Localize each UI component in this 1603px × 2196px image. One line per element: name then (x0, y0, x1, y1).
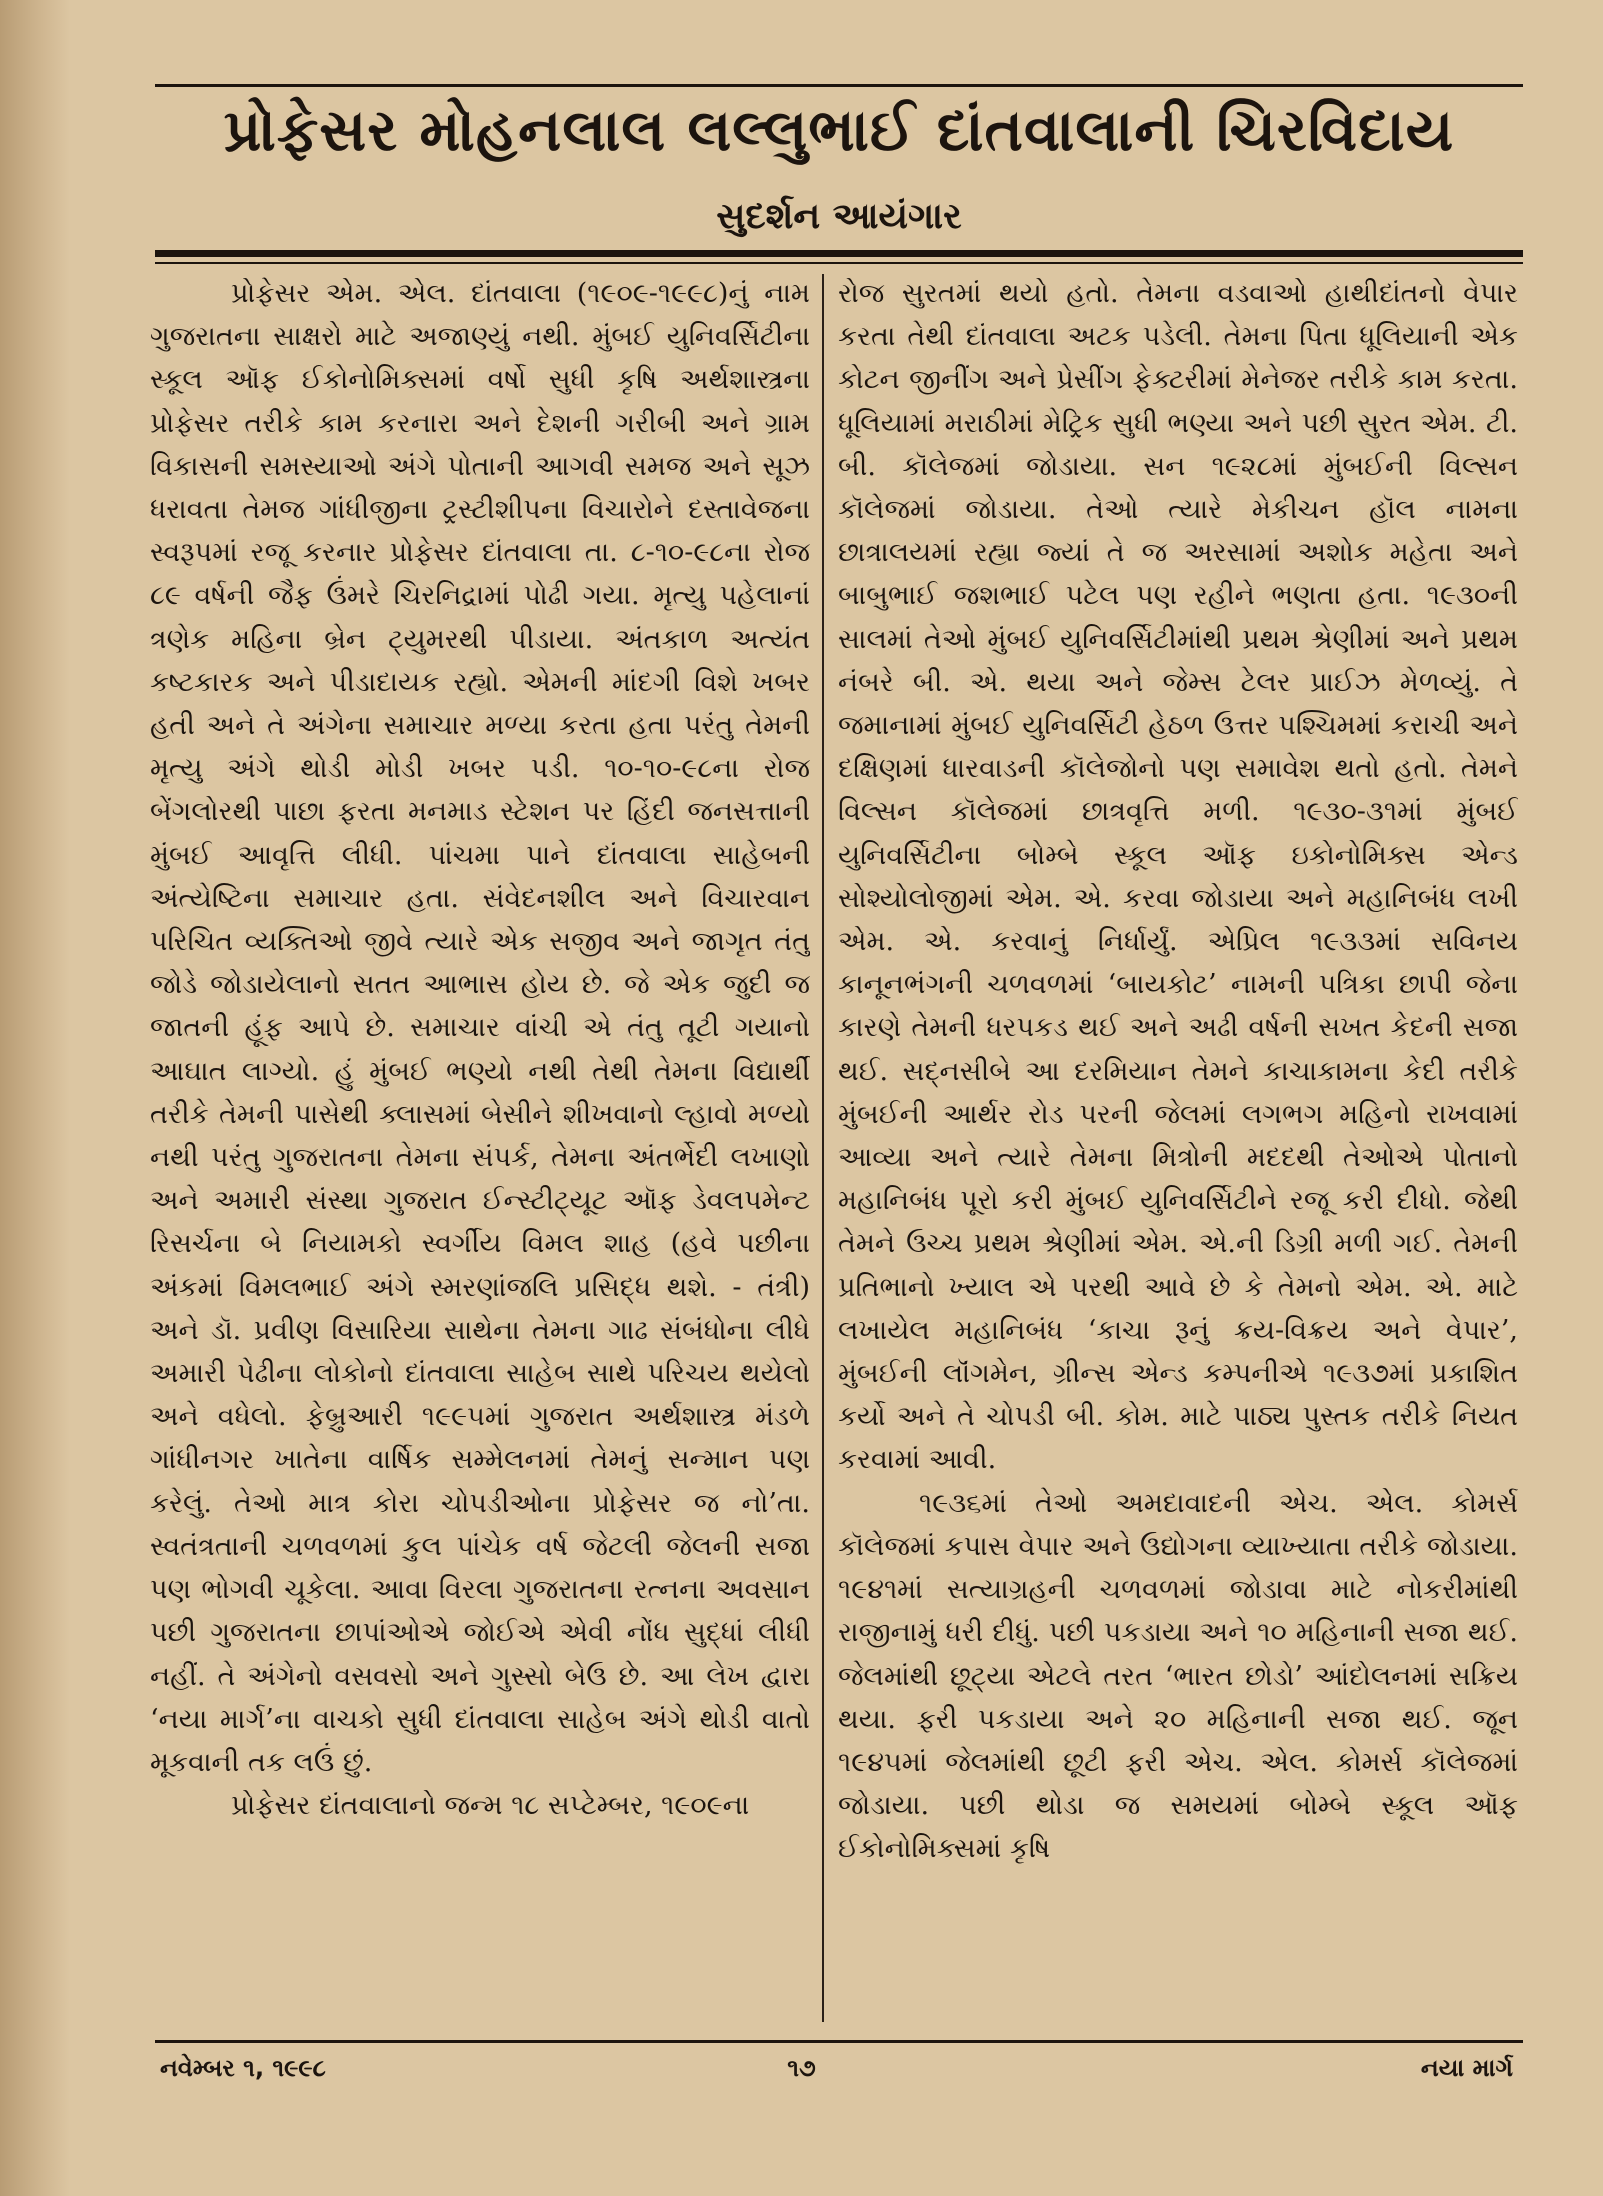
article-title: પ્રોફેસર મોહનલાલ લલ્લુભાઈ દાંતવાલાની ચિરવિદાય (223, 96, 1455, 164)
torn-paper-edge (0, 0, 70, 2196)
column-divider (822, 274, 824, 2022)
top-rule (155, 84, 1523, 87)
right-column (838, 272, 1518, 2027)
left-paragraph-1: પ્રોફેસર એમ. એલ. દાંતવાલા (૧૯૦૯-૧૯૯૮)નું નામ ગુજરાતના સાક્ષરો માટે અજાણ્યું નથી. મુંબઈ યુનિવર્સિટીના સ્કૂલ ઑફ ઈકોનોમિક્સમાં વર્ષો સુધી કૃષિ અર્થશાસ્ત્રના પ્રોફેસર તરીકે કામ કરનારા અને દેશની ગરીબી અને ગ્રામ વિકાસની સમસ્યાઓ અંગે પોતાની આગવી સમજ અને સૂઝ ધરાવતા તેમજ ગાંધીજીના ટ્રસ્ટીશીપના વિચારોને દસ્તાવેજના સ્વરૂપમાં રજૂ કરનાર પ્રોફેસર દાંતવાલા તા. ૮-૧૦-૯૮ના રોજ ૮૯ વર્ષની જૈફ ઉંમરે ચિરનિદ્રામાં પોઢી ગયા. મૃત્યુ પહેલાનાં ત્રણેક મહિના બ્રેન ટ્યુમરથી પીડાયા. અંતકાળ અત્યંત કષ્ટકારક અને પીડાદાયક રહ્યો. એમની માંદગી વિશે ખબર હતી અને તે અંગેના સમાચાર મળ્યા કરતા હતા પરંતુ તેમની મૃત્યુ અંગે થોડી મોડી ખબર પડી. ૧૦-૧૦-૯૮ના રોજ બેંગલોરથી પાછા ફરતા મનમાડ સ્ટેશન પર હિંદી જનસત્તાની મુંબઈ આવૃત્તિ લીધી. પાંચમા પાને દાંતવાલા સાહેબની અંત્યેષ્ટિના સમાચાર હતા. સંવેદનશીલ અને વિચારવાન પરિચિત વ્યક્તિઓ જીવે ત્યારે એક સજીવ અને જાગૃત તંતુ જોડે જોડાયેલાનો સતત આભાસ હોય છે. જે એક જુદી જ જાતની હૂંફ આપે છે. સમાચાર વાંચી એ તંતુ તૂટી ગયાનો આઘાત લાગ્યો. હું મુંબઈ ભણ્યો નથી તેથી તેમના વિદ્યાર્થી તરીકે તેમની પાસેથી ક્લાસમાં બેસીને શીખવાનો લ્હાવો મળ્યો નથી પરંતુ ગુજરાતના તેમના સંપર્ક, તેમના અંતર્ભેદી લખાણો અને અમારી સંસ્થા ગુજરાત ઈન્સ્ટીટ્યૂટ ઑફ ડેવલપમેન્ટ રિસર્ચના બે નિયામકો સ્વર્ગીય વિમલ શાહ (હવે પછીના અંકમાં વિમલભાઈ અંગે સ્મરણાંજલિ પ્રસિદ્ધ થશે. - તંત્રી) અને ડૉ. પ્રવીણ વિસારિયા સાથેના તેમના ગાઢ સંબંધોના લીધે અમારી પેઢીના લોકોનો દાંતવાલા સાહેબ સાથે પરિચય થયેલો અને વધેલો. ફેબ્રુઆરી ૧૯૯૫માં ગુજરાત અર્થશાસ્ત્ર મંડળે ગાંધીનગર ખાતેના વાર્ષિક સમ્મેલનમાં તેમનું સન્માન પણ કરેલું. તેઓ માત્ર કોરા ચોપડીઓના પ્રોફેસર જ નો’તા. સ્વતંત્રતાની ચળવળમાં કુલ પાંચેક વર્ષ જેટલી જેલની સજા પણ ભોગવી ચૂકેલા. આવા વિરલા ગુજરાતના રત્નના અવસાન પછી ગુજરાતના છાપાંઓએ જોઈએ એવી નોંધ સુદ્ધાં લીધી નહીં. તે અંગેનો વસવસો અને ગુસ્સો બેઉ છે. આ લેખ દ્વારા ‘નયા માર્ગ’ના વાચકો સુધી દાંતવાલા સાહેબ અંગે થોડી વાતો મૂકવાની તક લઉં છું. (150, 278, 810, 1778)
article-author: સુદર્શન આયંગાર (716, 196, 962, 237)
footer-date: નવેમ્બર ૧, ૧૯૯૮ (160, 2054, 326, 2082)
footer-publication: નયા માર્ગ (1420, 2054, 1513, 2082)
right-paragraph-2: ૧૯૩૬માં તેઓ અમદાવાદની એચ. એલ. કોમર્સ કૉલેજમાં કપાસ વેપાર અને ઉદ્યોગના વ્યાખ્યાતા તરીકે જોડાયા. ૧૯૪૧માં સત્યાગ્રહની ચળવળમાં જોડાવા માટે નોકરીમાંથી રાજીનામું ધરી દીધું. પછી પકડાયા અને ૧૦ મહિનાની સજા થઈ. જેલમાંથી છૂટ્યા એટલે તરત ‘ભારત છોડો’ આંદોલનમાં સક્રિય થયા. ફરી પકડાયા અને ૨૦ મહિનાની સજા થઈ. જૂન ૧૯૪૫માં જેલમાંથી છૂટી ફરી એચ. એલ. કોમર્સ કૉલેજમાં જોડાયા. પછી થોડા જ સમયમાં બોમ્બે સ્કૂલ ઑફ ઈકોનોમિક્સમાં કૃષિ (838, 1487, 1518, 1865)
header-thin-rule (155, 262, 1523, 264)
left-column (150, 272, 810, 2027)
left-paragraph-2: પ્રોફેસર દાંતવાલાનો જન્મ ૧૮ સપ્ટેમ્બર, ૧૯૦૯ના (231, 1790, 750, 1822)
footer-page-number: ૧૭ (787, 2054, 816, 2082)
header-thick-rule (155, 250, 1523, 257)
footer-rule (155, 2040, 1523, 2043)
right-paragraph-1: રોજ સુરતમાં થયો હતો. તેમના વડવાઓ હાથીદાંતનો વેપાર કરતા તેથી દાંતવાલા અટક પડેલી. તેમના પિતા ધૂલિયાની એક કોટન જીનીંગ અને પ્રેસીંગ ફેક્ટરીમાં મેનેજર તરીકે કામ કરતા. ધૂલિયામાં મરાઠીમાં મેટ્રિક સુધી ભણ્યા અને પછી સુરત એમ. ટી. બી. કૉલેજમાં જોડાયા. સન ૧૯૨૮માં મુંબઈની વિલ્સન કૉલેજમાં જોડાયા. તેઓ ત્યારે મેકીચન હૉલ નામના છાત્રાલયમાં રહ્યા જ્યાં તે જ અરસામાં અશોક મહેતા અને બાબુભાઈ જશભાઈ પટેલ પણ રહીને ભણતા હતા. ૧૯૩૦ની સાલમાં તેઓ મુંબઈ યુનિવર્સિટીમાંથી પ્રથમ શ્રેણીમાં અને પ્રથમ નંબરે બી. એ. થયા અને જેમ્સ ટેલર પ્રાઈઝ મેળવ્યું. તે જમાનામાં મુંબઈ યુનિવર્સિટી હેઠળ ઉત્તર પશ્ચિમમાં કરાચી અને દક્ષિણમાં ધારવાડની કૉલેજોનો પણ સમાવેશ થતો હતો. તેમને વિલ્સન કૉલેજમાં છાત્રવૃત્તિ મળી. ૧૯૩૦-૩૧માં મુંબઈ યુનિવર્સિટીના બોમ્બે સ્કૂલ ઑફ ઇકોનોમિક્સ એન્ડ સોશ્યોલોજીમાં એમ. એ. કરવા જોડાયા અને મહાનિબંધ લખી એમ. એ. કરવાનું નિર્ધાર્યું. એપ્રિલ ૧૯૩૩માં સવિનય કાનૂનભંગની ચળવળમાં ‘બાયકોટ’ નામની પત્રિકા છાપી જેના કારણે તેમની ધરપકડ થઈ અને અઢી વર્ષની સખત કેદની સજા થઈ. સદ્નસીબે આ દરમિયાન તેમને કાચાકામના કેદી તરીકે મુંબઈની આર્થર રોડ પરની જેલમાં લગભગ મહિનો રાખવામાં આવ્યા અને ત્યારે તેમના મિત્રોની મદદથી તેઓએ પોતાનો મહાનિબંધ પૂરો કરી મુંબઈ યુનિવર્સિટીને રજૂ કરી દીધો. જેથી તેમને ઉચ્ચ પ્રથમ શ્રેણીમાં એમ. એ.ની ડિગ્રી મળી ગઈ. તેમની પ્રતિભાનો ખ્યાલ એ પરથી આવે છે કે તેમનો એમ. એ. માટે લખાયેલ મહાનિબંધ ‘કાચા રૂનું ક્રય-વિક્રય અને વેપાર’, મુંબઈની લૉંગમેન, ગ્રીન્સ એન્ડ કમ્પનીએ ૧૯૩૭માં પ્રકાશિત કર્યો અને તે ચોપડી બી. કોમ. માટે પાઠ્ય પુસ્તક તરીકે નિયત કરવામાં આવી. (838, 278, 1518, 1476)
